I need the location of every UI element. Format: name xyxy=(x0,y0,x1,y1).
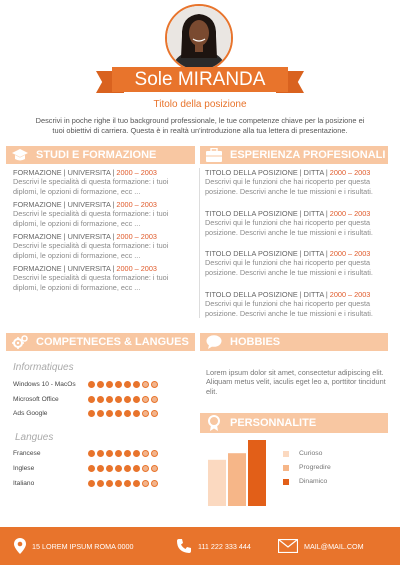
rating-dot xyxy=(124,450,131,457)
language-name: Inglese xyxy=(13,465,35,472)
hobbies-section-header xyxy=(200,333,388,351)
rating-dot xyxy=(124,410,131,417)
rating-dot xyxy=(115,465,122,472)
entry-description: Descrivi qui le funzioni che hai ricoperto per questa xyxy=(205,218,371,228)
rating-dot xyxy=(142,381,149,388)
job-title: Titolo della posizione xyxy=(153,99,247,110)
rating-dot xyxy=(115,381,122,388)
rating-dot xyxy=(133,410,140,417)
legend-swatch xyxy=(283,451,289,457)
skill-rating xyxy=(88,396,158,403)
rating-dot xyxy=(151,410,158,417)
personality-bar-dinamico xyxy=(248,440,266,506)
rating-dot xyxy=(106,480,113,487)
education-entry xyxy=(13,168,168,196)
footer-address xyxy=(14,527,133,565)
hobbies-text: Lorem ipsum dolor sit amet, consectetur adipiscing elit. Aliquam metus velit, iaculis eget leo a, porttitor tincidunt elit. xyxy=(206,368,386,396)
entry-years: 2000 – 2003 xyxy=(329,290,371,299)
skill-name: Windows 10 - MacOs xyxy=(13,381,76,388)
entry-description: diplomi, le opzioni di formazione, ecc ... xyxy=(13,250,141,260)
entry-years: 2000 – 2003 xyxy=(329,168,371,177)
entry-description: diplomi, le opzioni di formazione, ecc ... xyxy=(13,218,141,228)
rating-dot xyxy=(97,480,104,487)
rating-dot xyxy=(106,465,113,472)
language-rating xyxy=(88,480,158,487)
entry-title: TITOLO DELLA POSIZIONE | DITTA | xyxy=(205,209,330,218)
rating-dot xyxy=(151,480,158,487)
hobbies-title: HOBBIES xyxy=(230,336,281,348)
rating-dot xyxy=(133,450,140,457)
rating-dot xyxy=(142,396,149,403)
rating-dot xyxy=(151,465,158,472)
entry-description: posizione. Descrivi anche le tue missioni e i risultati. xyxy=(205,308,373,318)
column-divider xyxy=(199,168,200,318)
education-entry xyxy=(13,232,168,260)
rating-dot xyxy=(97,410,104,417)
entry-description: Descrivi le specialità di questa formazione: i tuoi xyxy=(13,273,169,283)
name-banner xyxy=(96,64,304,96)
envelope-icon xyxy=(278,539,298,553)
rating-dot xyxy=(88,396,95,403)
languages-label: Langues xyxy=(15,432,54,443)
rating-dot xyxy=(88,465,95,472)
education-section-header xyxy=(6,146,195,164)
skill-rating xyxy=(88,410,158,417)
rating-dot xyxy=(133,381,140,388)
entry-description: Descrivi le specialità di questa formazione: i tuoi xyxy=(13,209,169,219)
entry-title: TITOLO DELLA POSIZIONE | DITTA | xyxy=(205,249,330,258)
entry-years: 2000 – 2003 xyxy=(116,264,157,273)
entry-title: FORMAZIONE | UNIVERSITA | xyxy=(13,264,117,273)
rating-dot xyxy=(115,450,122,457)
language-name: Francese xyxy=(13,450,41,457)
entry-description: Descrivi le specialità di questa formazione: i tuoi xyxy=(13,241,169,251)
email-text[interactable]: MAIL@MAIL.COM xyxy=(304,541,364,551)
entry-years: 2000 – 2003 xyxy=(116,232,157,241)
personality-title: PERSONNALITE xyxy=(230,417,317,429)
footer-phone xyxy=(176,527,251,565)
skills-section-header xyxy=(6,333,195,351)
rating-dot xyxy=(115,410,122,417)
phone-icon xyxy=(176,538,192,554)
rating-dot xyxy=(124,396,131,403)
legend-item xyxy=(283,478,327,485)
rating-dot xyxy=(106,410,113,417)
profile-photo xyxy=(165,4,233,72)
graduation-cap-icon xyxy=(12,148,28,162)
rating-dot xyxy=(97,450,104,457)
rating-dot xyxy=(133,465,140,472)
rating-dot xyxy=(97,465,104,472)
rating-dot xyxy=(88,480,95,487)
entry-title: TITOLO DELLA POSIZIONE | DITTA | xyxy=(205,290,330,299)
rating-dot xyxy=(115,396,122,403)
legend-item xyxy=(283,464,331,471)
rating-dot xyxy=(124,465,131,472)
entry-description: Descrivi qui le funzioni che hai ricoperto per questa xyxy=(205,177,371,187)
rating-dot xyxy=(151,450,158,457)
entry-description: posizione. Descrivi anche le tue missioni e i risultati. xyxy=(205,186,373,196)
briefcase-icon xyxy=(206,148,222,162)
legend-swatch xyxy=(283,465,289,471)
entry-years: 2000 – 2003 xyxy=(116,168,157,177)
experience-entry xyxy=(205,209,373,237)
language-rating xyxy=(88,450,158,457)
education-entry xyxy=(13,264,168,292)
language-rating xyxy=(88,465,158,472)
rating-dot xyxy=(106,396,113,403)
legend-label: Dinamico xyxy=(299,478,328,485)
entry-description: posizione. Descrivi anche le tue missioni e i risultati. xyxy=(205,227,373,237)
entry-title: FORMAZIONE | UNIVERSITA | xyxy=(13,200,117,209)
rating-dot xyxy=(142,480,149,487)
skill-name: Ads Google xyxy=(13,410,48,417)
map-pin-icon xyxy=(14,538,26,554)
candidate-name: Sole MIRANDA xyxy=(112,67,288,92)
skill-rating xyxy=(88,381,158,388)
rating-dot xyxy=(97,396,104,403)
person-photo-icon xyxy=(167,6,231,70)
experience-entry xyxy=(205,249,373,277)
experience-entry xyxy=(205,168,373,196)
award-medal-icon xyxy=(206,415,222,431)
language-name: Italiano xyxy=(13,480,35,487)
experience-title: ESPERIENZA PROFESIONALI xyxy=(230,149,386,161)
entry-description: diplomi, le opzioni di formazione, ecc ... xyxy=(13,282,141,292)
rating-dot xyxy=(133,396,140,403)
entry-title: FORMAZIONE | UNIVERSITA | xyxy=(13,232,117,241)
rating-dot xyxy=(142,450,149,457)
rating-dot xyxy=(106,381,113,388)
legend-label: Progredire xyxy=(299,464,331,471)
legend-swatch xyxy=(283,479,289,485)
rating-dot xyxy=(124,381,131,388)
skill-name: Microsoft Office xyxy=(13,396,59,403)
experience-entry xyxy=(205,290,373,318)
rating-dot xyxy=(88,410,95,417)
entry-description: Descrivi qui le funzioni che hai ricoperto per questa xyxy=(205,299,371,309)
rating-dot xyxy=(151,381,158,388)
legend-label: Curioso xyxy=(299,450,323,457)
personality-bar-chart xyxy=(200,436,280,508)
education-title: STUDI E FORMAZIONE xyxy=(36,149,157,161)
entry-description: posizione. Descrivi anche le tue missioni e i risultati. xyxy=(205,267,373,277)
footer-email[interactable] xyxy=(278,527,364,565)
rating-dot xyxy=(124,480,131,487)
rating-dot xyxy=(133,480,140,487)
contact-footer xyxy=(0,527,400,565)
speech-bubble-icon xyxy=(206,335,222,349)
personality-bar-progredire xyxy=(228,453,246,506)
address-text: 15 LOREM IPSUM ROMA 0000 xyxy=(32,541,134,551)
rating-dot xyxy=(88,381,95,388)
entry-description: Descrivi qui le funzioni che hai ricoperto per questa xyxy=(205,258,371,268)
rating-dot xyxy=(142,465,149,472)
legend-item xyxy=(283,450,322,457)
rating-dot xyxy=(142,410,149,417)
entry-description: diplomi, le opzioni di formazione, ecc ... xyxy=(13,186,141,196)
gears-icon xyxy=(12,335,28,349)
personality-bar-curioso xyxy=(208,460,226,506)
rating-dot xyxy=(115,480,122,487)
entry-description: Descrivi le specialità di questa formazione: i tuoi xyxy=(13,177,169,187)
skills-title: COMPETNECES & LANGUES xyxy=(36,336,189,348)
education-entry xyxy=(13,200,168,228)
entry-years: 2000 – 2003 xyxy=(329,209,371,218)
rating-dot xyxy=(106,450,113,457)
phone-text: 111 222 333 444 xyxy=(198,541,251,551)
rating-dot xyxy=(97,381,104,388)
informatics-label: Informatiques xyxy=(13,362,74,373)
rating-dot xyxy=(88,450,95,457)
personality-section-header xyxy=(200,413,388,433)
entry-title: TITOLO DELLA POSIZIONE | DITTA | xyxy=(205,168,330,177)
intro-text: Descrivi in poche righe il tuo background professionale, le tue competenze chiave per la posizione ei tuoi obiettivi di carriera. Questa è in realtà un'introduzione alla tua lettera di presentazione. xyxy=(35,116,365,135)
entry-years: 2000 – 2003 xyxy=(329,249,371,258)
entry-years: 2000 – 2003 xyxy=(116,200,157,209)
entry-title: FORMAZIONE | UNIVERSITA | xyxy=(13,168,117,177)
experience-section-header xyxy=(200,146,388,164)
rating-dot xyxy=(151,396,158,403)
